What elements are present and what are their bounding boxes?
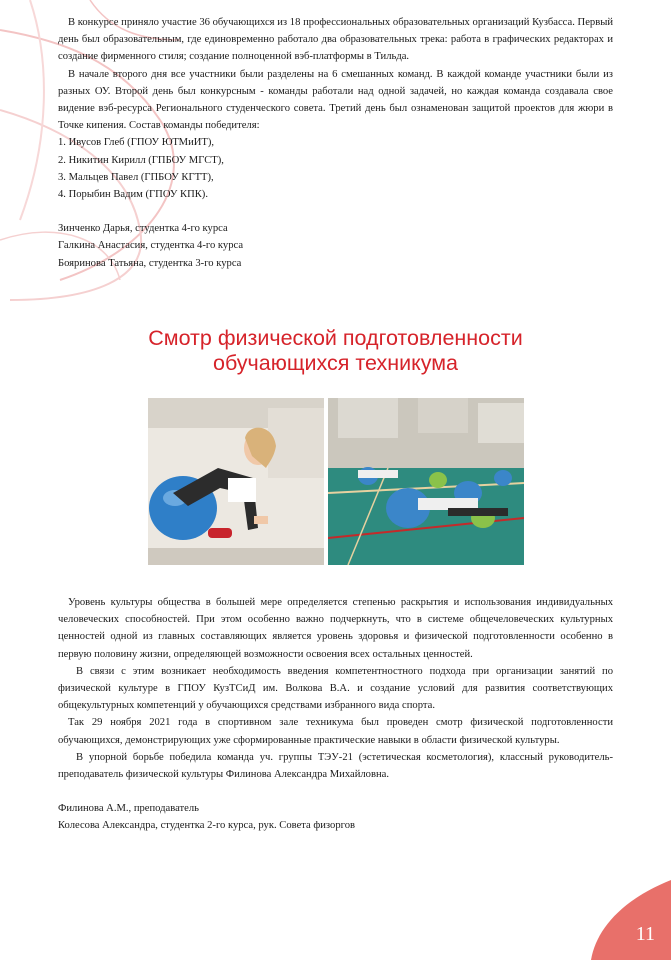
paragraph: В конкурсе приняло участие 36 обучающихся из 18 профессиональных образовательных организаций Кузбасса. Первый день был образовательным, где единовременно работало два образовательных трека: работа в графических редакторах и создание фирменного стиля; создание полноценной вэб-платформы в Тильда.: [58, 17, 613, 63]
author-line: Бояринова Татьяна, студентка 3-го курса: [58, 257, 242, 269]
author-line: Галкина Анастасия, студентка 4-го курса: [58, 240, 244, 252]
heading-line: Смотр физической подготовленности: [148, 326, 523, 350]
photo-strip: [148, 398, 524, 565]
paragraph: Так 29 ноября 2021 года в спортивном зале техникума был проведен смотр физической подготовленности обучающихся, демонстрирующих уже сформированные практические навыки в области физической культуры.: [58, 717, 613, 746]
paragraph: Уровень культуры общества в большей мере определяется степенью раскрытия и использования индивидуальных человеческих способностей. При этом особенно важно подчеркнуть, что в системе общечеловеческих культурных ценностей одной из главных составляющих является уровень здоровья и физической подготовленности особенно в первую половину жизни, определяющей возможности освоения всех остальных ценностей.: [58, 597, 613, 660]
paragraph: В связи с этим возникает необходимость введения компетентностного подхода при организации занятий по физической культуре в ГПОУ КузТСиД им. Волкова В.А. и создание условий для развития соответствующих общекультурных компетенций у обучающихся средствами избранного вида спорта.: [58, 665, 613, 712]
article-top: [58, 14, 613, 272]
page-number: 11: [635, 923, 655, 945]
author-line: Филинова А.М., преподаватель: [58, 803, 199, 815]
photo-gym-group-exercise: [328, 398, 524, 565]
heading-line: обучающихся техникума: [212, 351, 459, 375]
article-bottom: [58, 594, 613, 835]
author-line: Зинченко Дарья, студентка 4-го курса: [58, 223, 228, 235]
paragraph: В начале второго дня все участники были разделены на 6 смешанных команд. В каждой команде участники были из разных ОУ. Второй день был конкурсным - команды работали над одной задачей, но каждая команда создавала свое видение вэб-ресурса Регионального студенческого совета. Третий день был ознаменован защитой проектов для жюри в Точке кипения. Состав команды победителя:: [58, 68, 613, 132]
section-heading: [0, 326, 671, 376]
photo-girl-fitness-ball: [148, 398, 324, 565]
team-member: 2. Никитин Кирилл (ГПБОУ МГСТ),: [58, 154, 224, 166]
page-corner-decoration: [591, 880, 671, 960]
team-member: 4. Порыбин Вадим (ГПОУ КПК).: [58, 189, 208, 201]
team-member: 3. Мальцев Павел (ГПБОУ КГТТ),: [58, 171, 214, 183]
team-member: 1. Ивусов Глеб (ГПОУ ЮТМиИТ),: [58, 137, 215, 149]
author-line: Колесова Александра, студентка 2-го курса, рук. Совета физоргов: [58, 820, 356, 832]
paragraph: В упорной борьбе победила команда уч. группы ТЭУ-21 (эстетическая косметология), классный руководитель-преподаватель физической культуры Филинова Александра Михайловна.: [58, 751, 613, 781]
